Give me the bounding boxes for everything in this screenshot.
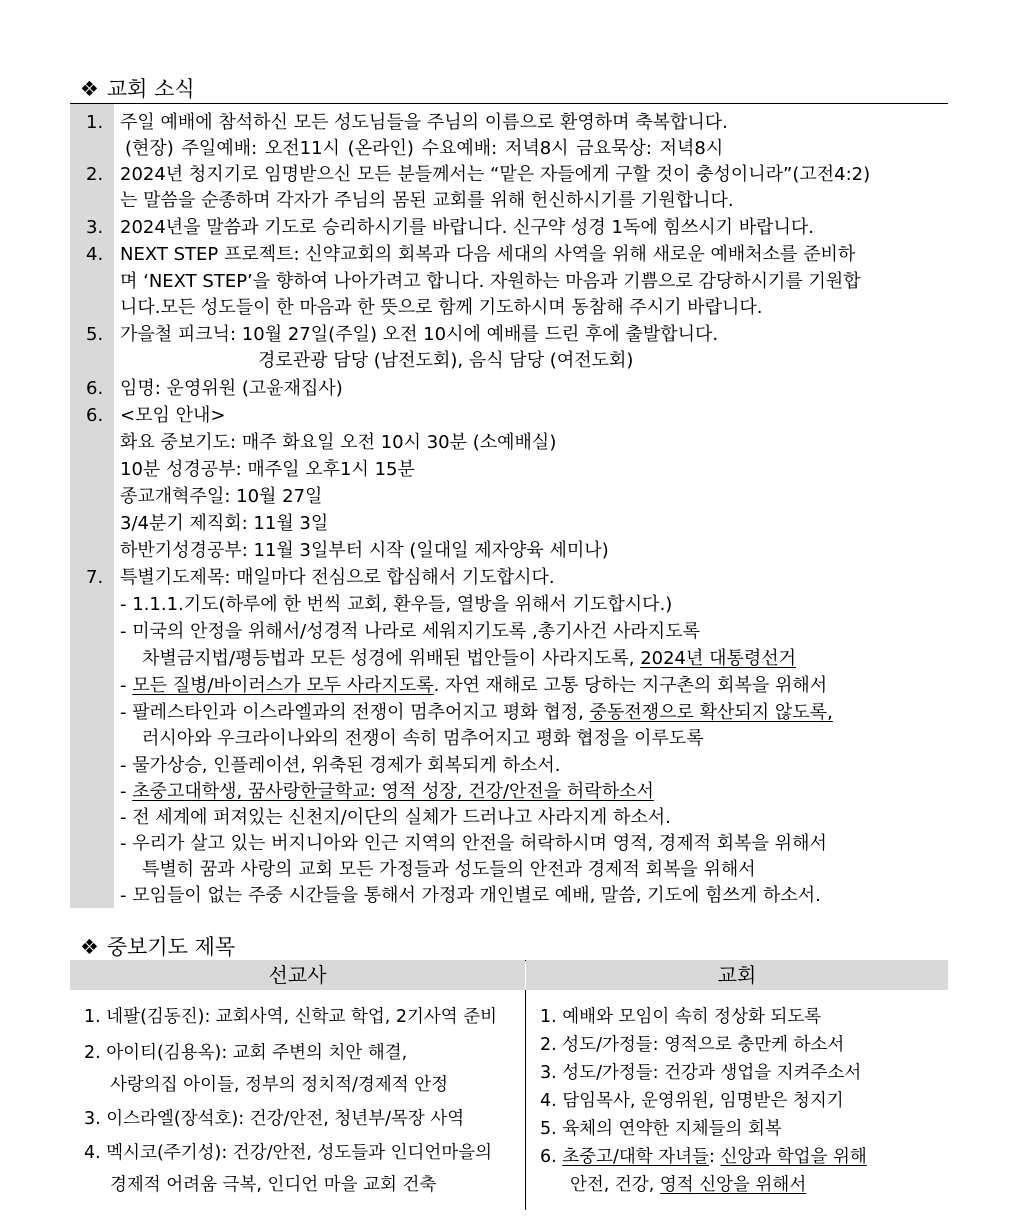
church-prayer-line: 4. 담임목사, 운영위원, 임명받은 청지기 [540, 1091, 844, 1111]
section-title-text: 중보기도 제목 [106, 935, 236, 959]
prayer-line [120, 779, 654, 805]
news-line: 화요 중보기도: 매주 화요일 오전 10시 30분 (소예배실) [120, 432, 557, 453]
news-line: 며 ‘NEXT STEP’을 향하여 나아가려고 합니다. 자원하는 마음과 기쁨으로 감당하시기를 기원합 [120, 271, 861, 292]
news-line: NEXT STEP 프로젝트: 신약교회의 회복과 다음 세대의 사역을 위해 새로운 예배처소를 준비하 [120, 244, 856, 265]
prayer-line: - 물가상승, 인플레이션, 위축된 경제가 회복되게 하소서. [120, 755, 561, 776]
prayer-underlined-text: 영적 신앙을 위해서 [659, 1175, 807, 1195]
news-line: 특별기도제목: 매일마다 전심으로 합심해서 기도합시다. [120, 567, 555, 588]
news-line: 주일 예배에 참석하신 모든 성도님들을 주님의 이름으로 환영하며 축복합니다. [120, 112, 728, 133]
missionary-column-header: 선교사 [70, 960, 525, 990]
church-prayer-line: 1. 예배와 모임이 속히 정상화 되도록 [540, 1007, 822, 1027]
prayer-text: - [120, 675, 133, 696]
prayer-line: - 1.1.1.기도(하루에 한 번씩 교회, 환우들, 열방을 위해서 기도합시다.) [120, 594, 673, 615]
item-number: 4. [86, 244, 104, 265]
prayer-underlined-text: 초중고대학생, 꿈사랑한글학교: 영적 성장, 건강/안전을 허락하소서 [132, 781, 654, 802]
prayer-text: 차별금지법/평등법과 모든 성경에 위배된 법안들이 사라지도록, [142, 648, 641, 669]
prayer-topics-table [70, 960, 948, 1210]
item-number: 1. [86, 112, 104, 133]
prayer-line: - 전 세계에 퍼져있는 신천지/이단의 실체가 드러나고 사라지게 하소서. [120, 807, 671, 828]
prayer-text: - [120, 781, 133, 802]
prayer-underlined-text: 신앙과 학업을 위해 [720, 1147, 867, 1167]
item-number: 5. [86, 324, 104, 345]
item-number: 6. [86, 378, 104, 399]
item-number: 6. [86, 405, 104, 426]
section-title-text: 교회 소식 [106, 77, 195, 101]
church-prayer-line: 5. 육체의 연약한 지체들의 회복 [540, 1119, 782, 1139]
church-column-header: 교회 [526, 960, 948, 990]
prayer-line: 특별히 꿈과 사랑의 교회 모든 가정들과 성도들의 안전과 경제적 회복을 위해서 [142, 859, 756, 880]
prayer-line: - 미국의 안정을 위해서/성경적 나라로 세워지기도록 ,총기사건 사라지도록 [120, 621, 700, 642]
church-prayer-line [540, 1144, 867, 1170]
news-line: <모임 안내> [120, 405, 226, 426]
section-title-prayer-topics [80, 934, 235, 960]
news-line: 2024년 청지기로 임명받으신 모든 분들께서는 “맡은 자들에게 구할 것이 충성이니라”(고전4:2) [120, 164, 871, 185]
church-prayer-line [570, 1172, 806, 1198]
news-line: 종교개혁주일: 10월 27일 [120, 486, 323, 507]
prayer-text: 6. [540, 1147, 563, 1167]
prayer-line: - 모임들이 없는 주중 시간들을 통해서 가정과 개인별로 예배, 말씀, 기도에 힘쓰게 하소서. [120, 885, 821, 906]
missionary-line: 1. 네팔(김동진): 교회사역, 신학교 학업, 2기사역 준비 [84, 1007, 498, 1027]
news-line: 임명: 운영위원 (고윤재집사) [120, 378, 343, 399]
prayer-text: . 자연 재해로 고통 당하는 지구촌의 회복을 위해서 [433, 675, 828, 696]
item-number: 3. [86, 217, 104, 238]
item-number: 2. [86, 164, 104, 185]
prayer-underlined-text: 중동전쟁으로 확산되지 않도록, [589, 702, 833, 723]
news-line: 10분 성경공부: 매주일 오후1시 15분 [120, 459, 415, 480]
missionary-line: 사랑의집 아이들, 정부의 정치적/경제적 안정 [110, 1075, 448, 1095]
prayer-text: : [708, 1147, 721, 1167]
prayer-line: 러시아와 우크라이나와의 전쟁이 속히 멈추어지고 평화 협정을 이루도록 [142, 728, 704, 749]
church-news-list [70, 104, 948, 908]
news-line: (현장) 주일예배: 오전11시 (온라인) 수요예배: 저녁8시 금요묵상: 저녁8시 [125, 138, 724, 159]
news-line: 니다.모든 성도들이 한 마음과 한 뜻으로 함께 기도하시며 동참해 주시기 바랍니다. [120, 297, 763, 318]
prayer-line [120, 673, 827, 699]
prayer-line: - 우리가 살고 있는 버지니아와 인근 지역의 안전을 허락하시며 영적, 경제적 회복을 위해서 [120, 833, 827, 854]
missionary-line: 2. 아이티(김용옥): 교회 주변의 치안 해결, [84, 1043, 408, 1063]
prayer-underlined-text: 초중고/대학 자녀들 [562, 1147, 709, 1167]
diamond-bullet-icon: ❖ [80, 935, 99, 959]
prayer-text: 안전, 건강, [570, 1175, 660, 1195]
news-line: 3/4분기 제직회: 11월 3일 [120, 513, 329, 534]
diamond-bullet-icon: ❖ [80, 77, 99, 101]
prayer-text: - 팔레스타인과 이스라엘과의 전쟁이 멈추어지고 평화 협정, [120, 702, 590, 723]
missionary-line: 경제적 어려움 극복, 인디언 마을 교회 건축 [110, 1175, 437, 1195]
prayer-line [142, 646, 796, 672]
missionary-line: 4. 멕시코(주기성): 건강/안전, 성도들과 인디언마을의 [84, 1143, 493, 1163]
item-number: 7. [86, 567, 104, 588]
prayer-underlined-text: 2024년 대통령선거 [640, 648, 797, 669]
news-line: 는 말씀을 순종하며 각자가 주님의 몸된 교회를 위해 헌신하시기를 기원합니다. [120, 190, 734, 211]
prayer-underlined-text: 모든 질병/바이러스가 모두 사라지도록 [132, 675, 434, 696]
news-line: 경로관광 담당 (남전도회), 음식 담당 (여전도회) [258, 350, 634, 371]
church-prayer-line: 3. 성도/가정들: 건강과 생업을 지켜주소서 [540, 1063, 862, 1083]
section-title-church-news [80, 76, 195, 102]
news-line: 하반기성경공부: 11월 3일부터 시작 (일대일 제자양육 세미나) [120, 540, 609, 561]
missionary-line: 3. 이스라엘(장석호): 건강/안전, 청년부/목장 사역 [84, 1109, 465, 1129]
news-line: 가을철 피크닉: 10월 27일(주일) 오전 10시에 예배를 드린 후에 출발합니다. [120, 324, 719, 345]
prayer-line [120, 700, 833, 726]
church-prayer-line: 2. 성도/가정들: 영적으로 충만케 하소서 [540, 1035, 845, 1055]
column-divider [525, 990, 526, 1210]
news-line: 2024년을 말씀과 기도로 승리하시기를 바랍니다. 신구약 성경 1독에 힘쓰시기 바랍니다. [120, 217, 814, 238]
